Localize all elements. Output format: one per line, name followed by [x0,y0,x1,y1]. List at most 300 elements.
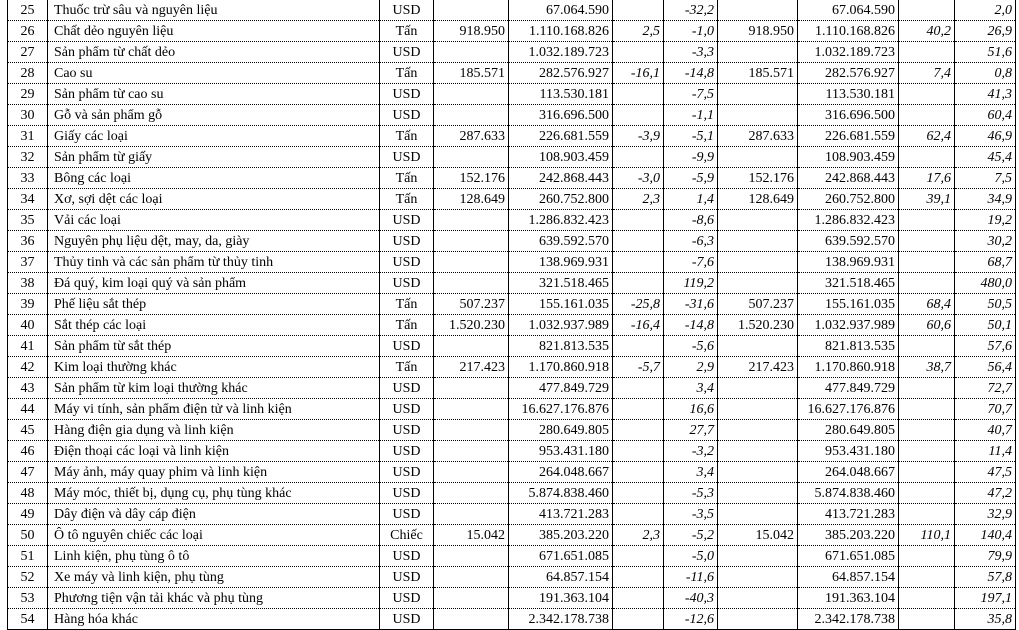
month-quantity-change [613,378,664,399]
unit-cell: USD [380,0,434,21]
unit-cell: Tấn [380,294,434,315]
row-number: 36 [8,231,48,252]
cumulative-value-change: 60,4 [955,105,1016,126]
month-value: 477.849.729 [509,378,613,399]
month-quantity [434,273,509,294]
month-quantity [434,483,509,504]
month-value-change: 119,2 [664,273,718,294]
month-value: 953.431.180 [509,441,613,462]
cumulative-quantity [718,105,798,126]
goods-name: Sản phẩm từ sắt thép [48,336,380,357]
table-row [8,441,1016,462]
cumulative-quantity-change: 40,2 [899,21,955,42]
table-row [8,126,1016,147]
month-value: 67.064.590 [509,0,613,21]
unit-cell: USD [380,42,434,63]
month-quantity [434,462,509,483]
table-row [8,231,1016,252]
month-value-change: 3,4 [664,378,718,399]
month-value: 639.592.570 [509,231,613,252]
month-quantity-change [613,336,664,357]
goods-name: Thuốc trừ sâu và nguyên liệu [48,0,380,21]
unit-cell: USD [380,504,434,525]
table-row [8,462,1016,483]
table-row [8,0,1016,21]
month-quantity [434,231,509,252]
month-quantity-change [613,588,664,609]
month-value: 113.530.181 [509,84,613,105]
month-value: 242.868.443 [509,168,613,189]
row-number: 38 [8,273,48,294]
cumulative-value: 639.592.570 [798,231,899,252]
table-row [8,609,1016,630]
cumulative-quantity-change [899,504,955,525]
cumulative-value-change: 57,8 [955,567,1016,588]
goods-name: Máy móc, thiết bị, dụng cụ, phụ tùng khác [48,483,380,504]
table-row [8,294,1016,315]
row-number: 51 [8,546,48,567]
month-quantity-change: -25,8 [613,294,664,315]
month-quantity-change: -3,9 [613,126,664,147]
cumulative-value-change: 7,5 [955,168,1016,189]
cumulative-value: 138.969.931 [798,252,899,273]
goods-name: Linh kiện, phụ tùng ô tô [48,546,380,567]
row-number: 44 [8,399,48,420]
month-quantity [434,210,509,231]
month-quantity-change [613,210,664,231]
unit-cell: USD [380,84,434,105]
cumulative-quantity-change [899,483,955,504]
cumulative-value: 264.048.667 [798,462,899,483]
unit-cell: Tấn [380,63,434,84]
month-value: 321.518.465 [509,273,613,294]
goods-name: Ô tô nguyên chiếc các loại [48,525,380,546]
month-quantity-change: 2,5 [613,21,664,42]
month-quantity-change [613,252,664,273]
cumulative-quantity-change: 38,7 [899,357,955,378]
month-value: 1.032.189.723 [509,42,613,63]
cumulative-value-change: 26,9 [955,21,1016,42]
row-number: 49 [8,504,48,525]
month-quantity: 287.633 [434,126,509,147]
row-number: 42 [8,357,48,378]
month-value-change: -40,3 [664,588,718,609]
month-quantity [434,252,509,273]
cumulative-value: 385.203.220 [798,525,899,546]
row-number: 52 [8,567,48,588]
table-row [8,399,1016,420]
row-number: 34 [8,189,48,210]
cumulative-value-change: 72,7 [955,378,1016,399]
row-number: 26 [8,21,48,42]
cumulative-value: 477.849.729 [798,378,899,399]
month-quantity [434,336,509,357]
month-quantity [434,399,509,420]
month-quantity [434,147,509,168]
cumulative-quantity [718,567,798,588]
cumulative-quantity [718,546,798,567]
goods-name: Điện thoại các loại và linh kiện [48,441,380,462]
cumulative-value: 1.110.168.826 [798,21,899,42]
cumulative-quantity-change [899,84,955,105]
month-quantity-change [613,147,664,168]
cumulative-quantity-change [899,147,955,168]
cumulative-value-change: 480,0 [955,273,1016,294]
month-quantity [434,105,509,126]
goods-name: Nguyên phụ liệu dệt, may, da, giày [48,231,380,252]
cumulative-quantity [718,462,798,483]
goods-name: Gỗ và sản phẩm gỗ [48,105,380,126]
unit-cell: USD [380,462,434,483]
month-value: 671.651.085 [509,546,613,567]
month-quantity: 15.042 [434,525,509,546]
month-quantity: 507.237 [434,294,509,315]
unit-cell: Tấn [380,21,434,42]
cumulative-value: 413.721.283 [798,504,899,525]
cumulative-quantity [718,588,798,609]
cumulative-value: 316.696.500 [798,105,899,126]
month-quantity: 128.649 [434,189,509,210]
unit-cell: USD [380,105,434,126]
cumulative-value: 108.903.459 [798,147,899,168]
cumulative-value: 1.170.860.918 [798,357,899,378]
cumulative-value: 280.649.805 [798,420,899,441]
month-quantity-change: -16,4 [613,315,664,336]
cumulative-quantity-change: 7,4 [899,63,955,84]
row-number: 37 [8,252,48,273]
cumulative-quantity: 15.042 [718,525,798,546]
cumulative-value-change: 57,6 [955,336,1016,357]
month-value-change: -31,6 [664,294,718,315]
cumulative-value-change: 35,8 [955,609,1016,630]
cumulative-quantity: 128.649 [718,189,798,210]
month-value-change: -11,6 [664,567,718,588]
table-row [8,105,1016,126]
month-value-change: -5,0 [664,546,718,567]
cumulative-quantity [718,0,798,21]
month-value-change: -32,2 [664,0,718,21]
goods-name: Giấy các loại [48,126,380,147]
month-value-change: -5,6 [664,336,718,357]
month-value-change: -5,3 [664,483,718,504]
month-value: 1.110.168.826 [509,21,613,42]
cumulative-value-change: 34,9 [955,189,1016,210]
table-row [8,588,1016,609]
month-quantity-change [613,609,664,630]
month-quantity: 1.520.230 [434,315,509,336]
unit-cell: USD [380,378,434,399]
month-value: 280.649.805 [509,420,613,441]
row-number: 39 [8,294,48,315]
goods-name: Hàng hóa khác [48,609,380,630]
cumulative-value: 821.813.535 [798,336,899,357]
cumulative-quantity-change [899,567,955,588]
cumulative-quantity [718,441,798,462]
month-value-change: -6,3 [664,231,718,252]
unit-cell: Tấn [380,126,434,147]
cumulative-quantity-change [899,231,955,252]
goods-name: Bông các loại [48,168,380,189]
table-row [8,546,1016,567]
cumulative-quantity [718,84,798,105]
month-quantity [434,567,509,588]
row-number: 28 [8,63,48,84]
month-value-change: -3,5 [664,504,718,525]
cumulative-value: 5.874.838.460 [798,483,899,504]
cumulative-value: 1.286.832.423 [798,210,899,231]
month-quantity [434,441,509,462]
goods-name: Sản phẩm từ kim loại thường khác [48,378,380,399]
month-quantity-change [613,0,664,21]
unit-cell: USD [380,252,434,273]
cumulative-quantity-change [899,210,955,231]
cumulative-value-change: 2,0 [955,0,1016,21]
cumulative-quantity-change [899,588,955,609]
table-body [8,0,1016,630]
unit-cell: USD [380,231,434,252]
cumulative-quantity [718,42,798,63]
cumulative-quantity-change: 39,1 [899,189,955,210]
month-value: 1.170.860.918 [509,357,613,378]
cumulative-value-change: 50,1 [955,315,1016,336]
month-value: 385.203.220 [509,525,613,546]
cumulative-quantity-change [899,378,955,399]
month-value: 64.857.154 [509,567,613,588]
import-goods-table [7,0,1016,630]
cumulative-value: 321.518.465 [798,273,899,294]
table-row [8,84,1016,105]
goods-name: Phế liệu sắt thép [48,294,380,315]
month-quantity: 217.423 [434,357,509,378]
cumulative-value-change: 140,4 [955,525,1016,546]
month-value: 1.286.832.423 [509,210,613,231]
table-row [8,168,1016,189]
cumulative-value: 16.627.176.876 [798,399,899,420]
row-number: 31 [8,126,48,147]
month-quantity: 185.571 [434,63,509,84]
month-quantity [434,84,509,105]
unit-cell: USD [380,210,434,231]
cumulative-value: 64.857.154 [798,567,899,588]
month-quantity-change [613,231,664,252]
month-quantity: 918.950 [434,21,509,42]
cumulative-quantity-change: 60,6 [899,315,955,336]
cumulative-value-change: 30,2 [955,231,1016,252]
row-number: 43 [8,378,48,399]
table-row [8,42,1016,63]
table-row [8,210,1016,231]
goods-name: Phương tiện vận tải khác và phụ tùng [48,588,380,609]
cumulative-quantity [718,252,798,273]
cumulative-quantity-change: 68,4 [899,294,955,315]
month-value-change: -7,6 [664,252,718,273]
month-quantity-change: -5,7 [613,357,664,378]
unit-cell: USD [380,399,434,420]
cumulative-quantity-change [899,273,955,294]
goods-name: Đá quý, kim loại quý và sản phẩm [48,273,380,294]
cumulative-value-change: 19,2 [955,210,1016,231]
month-quantity-change: 2,3 [613,189,664,210]
table-row [8,252,1016,273]
table-row [8,567,1016,588]
cumulative-value: 953.431.180 [798,441,899,462]
unit-cell: Tấn [380,357,434,378]
cumulative-quantity-change [899,252,955,273]
cumulative-value: 113.530.181 [798,84,899,105]
cumulative-quantity-change [899,420,955,441]
goods-name: Cao su [48,63,380,84]
row-number: 45 [8,420,48,441]
row-number: 29 [8,84,48,105]
row-number: 54 [8,609,48,630]
cumulative-value: 155.161.035 [798,294,899,315]
table-row [8,357,1016,378]
month-quantity-change [613,105,664,126]
month-value-change: -5,9 [664,168,718,189]
month-value-change: -14,8 [664,63,718,84]
cumulative-quantity [718,378,798,399]
cumulative-value-change: 11,4 [955,441,1016,462]
goods-name: Dây điện và dây cáp điện [48,504,380,525]
unit-cell: USD [380,147,434,168]
cumulative-value: 191.363.104 [798,588,899,609]
goods-name: Hàng điện gia dụng và linh kiện [48,420,380,441]
cumulative-value: 282.576.927 [798,63,899,84]
cumulative-quantity [718,483,798,504]
unit-cell: USD [380,336,434,357]
month-value: 316.696.500 [509,105,613,126]
unit-cell: Tấn [380,168,434,189]
month-value-change: -1,1 [664,105,718,126]
table-row [8,525,1016,546]
month-quantity-change: -16,1 [613,63,664,84]
month-value: 108.903.459 [509,147,613,168]
cumulative-value-change: 51,6 [955,42,1016,63]
month-value-change: -12,6 [664,609,718,630]
month-value-change: -14,8 [664,315,718,336]
table-row [8,315,1016,336]
unit-cell: USD [380,588,434,609]
cumulative-value: 67.064.590 [798,0,899,21]
cumulative-quantity [718,504,798,525]
month-value: 282.576.927 [509,63,613,84]
month-quantity-change [613,483,664,504]
unit-cell: USD [380,483,434,504]
row-number: 53 [8,588,48,609]
month-quantity [434,420,509,441]
goods-name: Máy vi tính, sản phẩm điện tử và linh kiện [48,399,380,420]
month-quantity-change [613,504,664,525]
row-number: 25 [8,0,48,21]
row-number: 30 [8,105,48,126]
month-value-change: 2,9 [664,357,718,378]
cumulative-value-change: 47,5 [955,462,1016,483]
month-quantity-change [613,462,664,483]
cumulative-value: 242.868.443 [798,168,899,189]
month-value: 138.969.931 [509,252,613,273]
month-quantity-change [613,546,664,567]
unit-cell: Chiếc [380,525,434,546]
table-row [8,63,1016,84]
unit-cell: USD [380,273,434,294]
cumulative-quantity [718,420,798,441]
cumulative-quantity [718,147,798,168]
row-number: 41 [8,336,48,357]
row-number: 40 [8,315,48,336]
month-value-change: -5,1 [664,126,718,147]
goods-name: Vải các loại [48,210,380,231]
goods-name: Sắt thép các loại [48,315,380,336]
month-value: 16.627.176.876 [509,399,613,420]
month-value: 821.813.535 [509,336,613,357]
cumulative-quantity-change [899,105,955,126]
cumulative-quantity: 287.633 [718,126,798,147]
row-number: 27 [8,42,48,63]
month-quantity [434,609,509,630]
cumulative-value-change: 70,7 [955,399,1016,420]
cumulative-quantity [718,609,798,630]
row-number: 35 [8,210,48,231]
table-row [8,378,1016,399]
month-value: 413.721.283 [509,504,613,525]
cumulative-value: 226.681.559 [798,126,899,147]
cumulative-value-change: 45,4 [955,147,1016,168]
cumulative-quantity: 217.423 [718,357,798,378]
month-quantity-change: 2,3 [613,525,664,546]
row-number: 32 [8,147,48,168]
month-quantity-change: -3,0 [613,168,664,189]
month-value: 2.342.178.738 [509,609,613,630]
cumulative-quantity: 1.520.230 [718,315,798,336]
cumulative-value: 2.342.178.738 [798,609,899,630]
table-row [8,147,1016,168]
month-quantity-change [613,441,664,462]
month-quantity: 152.176 [434,168,509,189]
cumulative-value-change: 41,3 [955,84,1016,105]
cumulative-quantity-change: 110,1 [899,525,955,546]
month-quantity-change [613,42,664,63]
month-quantity [434,378,509,399]
month-quantity-change [613,420,664,441]
cumulative-value-change: 46,9 [955,126,1016,147]
unit-cell: Tấn [380,189,434,210]
unit-cell: USD [380,420,434,441]
month-quantity-change [613,567,664,588]
month-value: 264.048.667 [509,462,613,483]
month-value-change: -1,0 [664,21,718,42]
row-number: 46 [8,441,48,462]
unit-cell: USD [380,546,434,567]
cumulative-quantity-change [899,0,955,21]
table-row [8,189,1016,210]
month-quantity-change [613,273,664,294]
month-value: 155.161.035 [509,294,613,315]
goods-name: Sản phẩm từ giấy [48,147,380,168]
goods-name: Máy ảnh, máy quay phim và linh kiện [48,462,380,483]
cumulative-quantity: 185.571 [718,63,798,84]
unit-cell: USD [380,441,434,462]
cumulative-value-change: 50,5 [955,294,1016,315]
goods-name: Chất dẻo nguyên liệu [48,21,380,42]
row-number: 33 [8,168,48,189]
cumulative-quantity [718,231,798,252]
unit-cell: Tấn [380,315,434,336]
cumulative-quantity-change [899,609,955,630]
month-value-change: -8,6 [664,210,718,231]
cumulative-quantity-change [899,42,955,63]
row-number: 50 [8,525,48,546]
cumulative-quantity-change [899,399,955,420]
